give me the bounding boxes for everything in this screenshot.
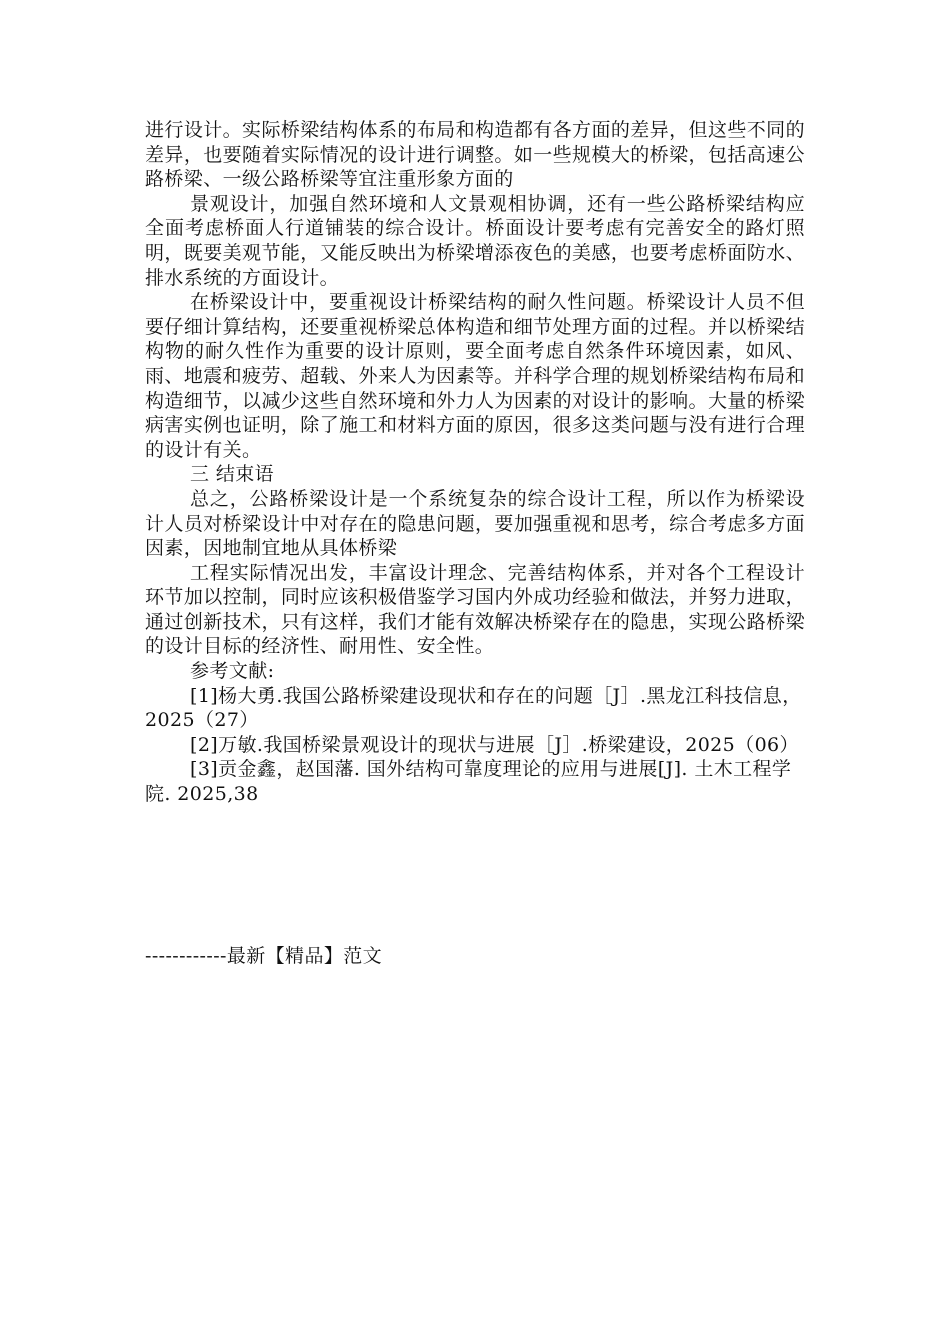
document-page [145,118,805,807]
body-paragraph: 进行设计。实际桥梁结构体系的布局和构造都有各方面的差异，但这些不同的差异，也要随着实际情况的设计进行调整。如一些规模大的桥梁，包括高速公路桥梁、一级公路桥梁等宜注重形象方面的 [145,119,805,191]
reference-item: [2]万敏.我国桥梁景观设计的现状与进展［J］.桥梁建设，2025（06） [190,733,799,756]
references-title: 参考文献: [190,660,275,683]
reference-item: [3]贡金鑫，赵国藩. 国外结构可靠度理论的应用与进展[J]. 土木工程学院. 2025,38 [145,758,792,806]
section-heading: 三 结束语 [190,463,275,486]
body-paragraph: 在桥梁设计中，要重视设计桥梁结构的耐久性问题。桥梁设计人员不但要仔细计算结构，还要重视桥梁总体构造和细节处理方面的过程。并以桥梁结构物的耐久性作为重要的设计原则，要全面考虑自然条件环境因素，如风、雨、地震和疲劳、超载、外来人为因素等。并科学合理的规划桥梁结构布局和构造细节，以减少这些自然环境和外力人为因素的对设计的影响。大量的桥梁病害实例也证明，除了施工和材料方面的原因，很多这类问题与没有进行合理的设计有关。 [145,291,805,461]
footer-text: ------------最新【精品】范文 [145,945,383,967]
reference-item: [1]杨大勇.我国公路桥梁建设现状和存在的问题［J］.黑龙江科技信息，2025（27） [145,684,802,732]
body-paragraph: 景观设计，加强自然环境和人文景观相协调，还有一些公路桥梁结构应全面考虑桥面人行道铺装的综合设计。桥面设计要考虑有完善安全的路灯照明，既要美观节能，又能反映出为桥梁增添夜色的美感，也要考虑桥面防水、排水系统的方面设计。 [145,192,805,289]
conclusion-paragraph: 总之，公路桥梁设计是一个系统复杂的综合设计工程，所以作为桥梁设计人员对桥梁设计中对存在的隐患问题，要加强重视和思考，综合考虑多方面因素，因地制宜地从具体桥梁 [145,487,805,560]
conclusion-paragraph: 工程实际情况出发，丰富设计理念、完善结构体系，并对各个工程设计环节加以控制，同时应该积极借鉴学习国内外成功经验和做法，并努力进取，通过创新技术，只有这样，我们才能有效解决桥梁存在的隐患，实现公路桥梁的设计目标的经济性、耐用性、安全性。 [145,561,805,658]
